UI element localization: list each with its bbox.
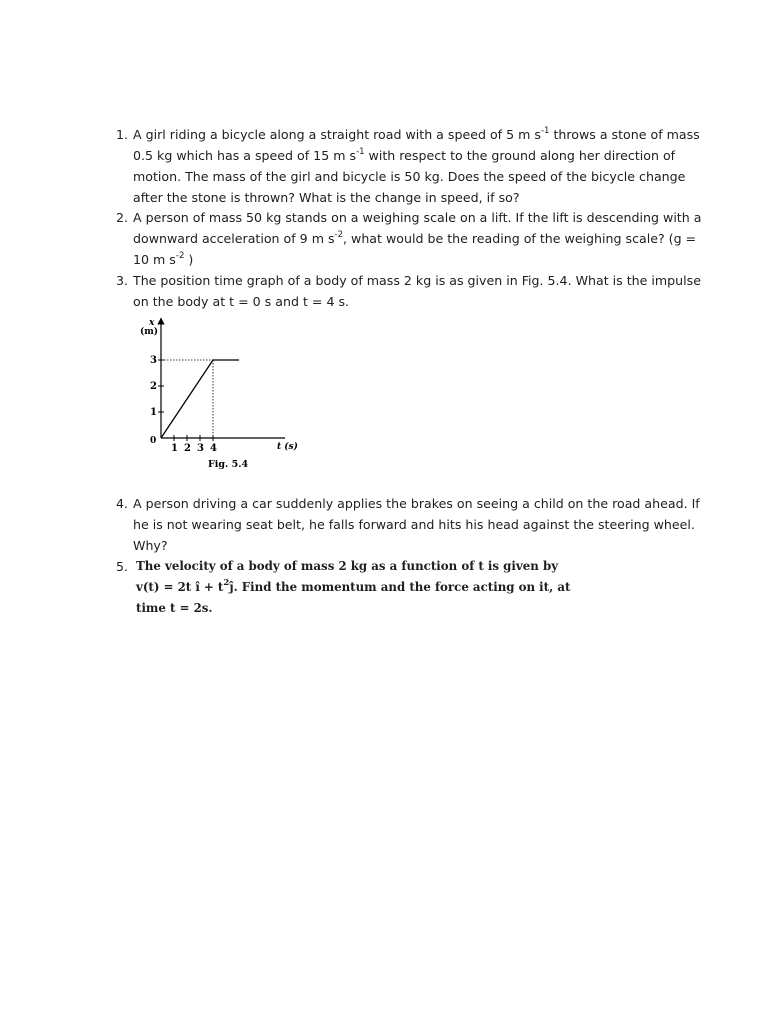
q5-line-3: time t = 2s. xyxy=(136,601,213,615)
question-text: A person of mass 50 kg stands on a weighing scale on a lift. If the lift is descending with a downward acceleration of 9 m $s^{-2}$, what would be the reading of the weighing scale? (g = 10 m $s^{-2}$ ) xyxy=(133,210,702,267)
question-text: A person driving a car suddenly applies the brakes on seeing a child on the road ahead. If he is not wearing seat belt, he falls forward and hits his head against the steering wheel. Why? xyxy=(133,496,700,553)
unit-vector-j: ĵ xyxy=(229,580,234,594)
origin-label: 0 xyxy=(150,436,157,446)
y-tick-label-3: 3 xyxy=(150,355,157,366)
y-tick-label-1: 1 xyxy=(150,407,157,418)
x-tick-label-2: 2 xyxy=(184,443,191,454)
position-time-graph xyxy=(140,316,310,476)
q5-line-1: The velocity of a body of mass 2 kg as a function of t is given by xyxy=(136,559,559,573)
superscript: -1 xyxy=(356,146,365,157)
x-axis-label: t (s) xyxy=(277,442,298,452)
question-number: 5. xyxy=(116,559,129,574)
position-series-line xyxy=(161,360,239,438)
x-tick-label-1: 1 xyxy=(171,443,178,454)
superscript: -1 xyxy=(540,125,550,136)
question-number: 1. xyxy=(116,127,129,142)
question-text: A girl riding a bicycle along a straight road with a speed of 5 m $s^{-1}$ throws a stone of mass 0.5 kg which has a speed of 15 m $s^{-1}$ with respect to the ground along her direction of motion. The mass of the girl and bicycle is 50 kg. Does the speed of the bicycle change after the stone is thrown? What is the change in speed, if so? xyxy=(133,125,700,205)
question-number: 3. xyxy=(116,273,129,288)
figure-caption: Fig. 5.4 xyxy=(208,459,249,470)
question-text xyxy=(136,556,716,619)
question-2 xyxy=(116,207,716,270)
unit-vector-i: î xyxy=(195,580,200,594)
superscript: -2 xyxy=(334,229,344,240)
question-4 xyxy=(116,493,716,556)
y-axis-label-var: x xyxy=(149,318,155,328)
question-number: 2. xyxy=(116,210,129,225)
y-tick-label-2: 2 xyxy=(150,381,157,392)
question-1 xyxy=(116,124,716,208)
y-axis-label-unit: (m) xyxy=(140,327,159,337)
question-text: The position time graph of a body of mass 2 kg is as given in Fig. 5.4. What is the impulse on the body at t = 0 s and t = 4 s. xyxy=(133,273,701,309)
q5-line-2: v(t) = 2t î + $t^2ĵ$. Find the momentum and the force acting on it, at xyxy=(136,578,571,594)
superscript: 2 xyxy=(223,578,230,589)
x-tick-label-4: 4 xyxy=(210,443,217,454)
superscript: -2 xyxy=(175,250,185,261)
question-3 xyxy=(116,270,716,312)
question-5 xyxy=(116,556,716,619)
x-tick-label-3: 3 xyxy=(197,443,204,454)
question-number: 4. xyxy=(116,496,129,511)
